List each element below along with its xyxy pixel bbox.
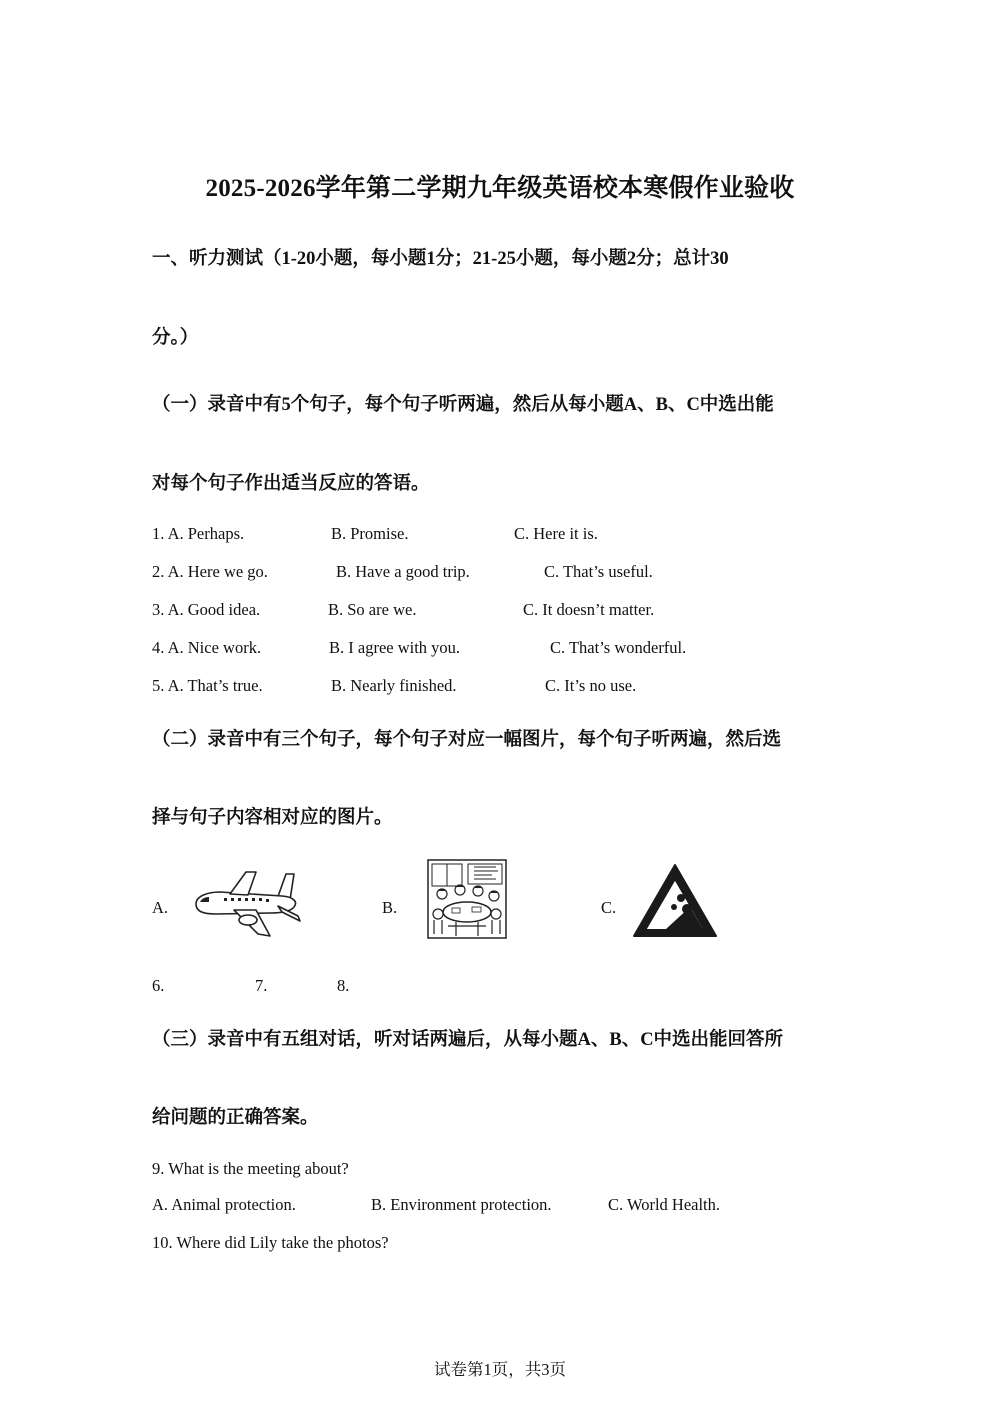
option-b: B. Nearly finished.	[331, 676, 457, 695]
question-10: 10. Where did Lily take the photos?	[152, 1233, 389, 1252]
option-a: 5. A. That’s true.	[152, 676, 263, 695]
option-c: C. It’s no use.	[545, 676, 637, 695]
exam-title: 2025-2026学年第二学期九年级英语校本寒假作业验收	[205, 175, 795, 202]
option-b: B. I agree with you.	[329, 638, 461, 657]
part1-heading-line1: （一）录音中有5个句子，每个句子听两遍，然后从每小题A、B、C中选出能	[152, 395, 774, 415]
option-c: C. Here it is.	[514, 524, 598, 543]
answer-7: 7.	[255, 976, 268, 995]
option-b: B. Environment protection.	[371, 1195, 552, 1214]
section1-heading-line1: 一、听力测试（1-20小题，每小题1分；21-25小题，每小题2分；总计30	[152, 249, 729, 269]
option-a: 4. A. Nice work.	[152, 638, 262, 657]
meeting-table-icon	[426, 858, 508, 940]
part3-heading-line1: （三）录音中有五组对话，听对话两遍后，从每小题A、B、C中选出能回答所	[152, 1030, 784, 1050]
answer-8: 8.	[337, 976, 350, 995]
option-c: C. World Health.	[608, 1195, 721, 1214]
part2-heading-line1: （二）录音中有三个句子，每个句子对应一幅图片，每个句子听两遍，然后选	[152, 730, 782, 750]
picture-label-b: B.	[382, 898, 398, 917]
option-b: B. Have a good trip.	[336, 562, 470, 581]
option-b: B. Promise.	[331, 524, 409, 543]
option-a: A. Animal protection.	[152, 1195, 296, 1214]
falling-rocks-sign-icon	[632, 863, 718, 939]
section1-heading-line2: 分。）	[152, 328, 199, 348]
option-c: C. That’s useful.	[544, 562, 653, 581]
option-a: 3. A. Good idea.	[152, 600, 261, 619]
option-a: 2. A. Here we go.	[152, 562, 268, 581]
option-c: C. That’s wonderful.	[550, 638, 687, 657]
picture-label-c: C.	[601, 898, 617, 917]
part2-heading-line2: 择与句子内容相对应的图片。	[152, 808, 393, 828]
option-b: B. So are we.	[328, 600, 417, 619]
part1-heading-line2: 对每个句子作出适当反应的答语。	[152, 474, 430, 494]
part3-heading-line2: 给问题的正确答案。	[152, 1108, 319, 1128]
page-footer: 试卷第1页，共3页	[434, 1360, 566, 1379]
picture-label-a: A.	[152, 898, 169, 917]
option-a: 1. A. Perhaps.	[152, 524, 245, 543]
question-9: 9. What is the meeting about?	[152, 1159, 349, 1178]
option-c: C. It doesn’t matter.	[523, 600, 655, 619]
airplane-icon	[190, 866, 302, 940]
answer-6: 6.	[152, 976, 165, 995]
